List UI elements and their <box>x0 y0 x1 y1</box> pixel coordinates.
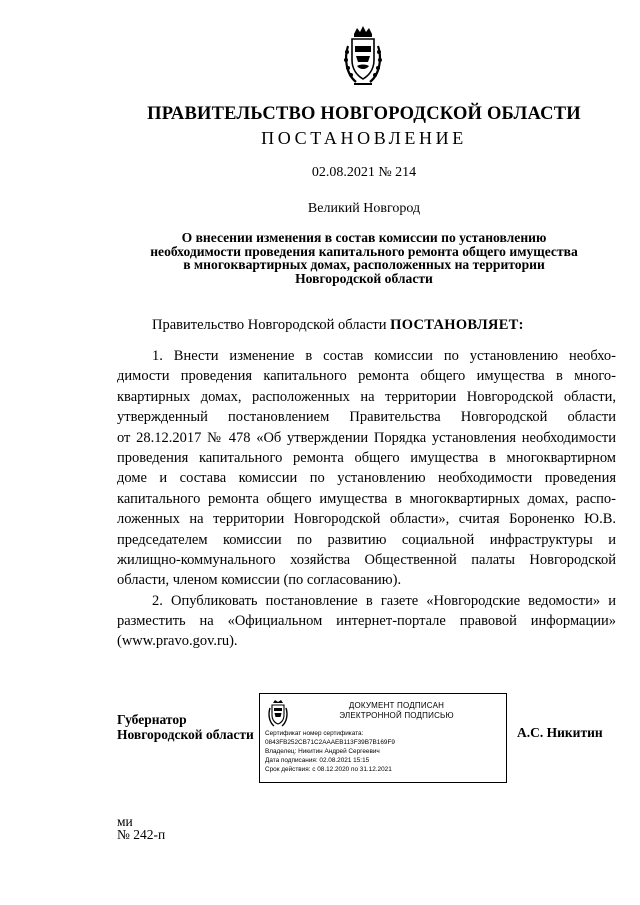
document-city: Великий Новгород <box>307 201 421 216</box>
stamp-title-line: ЭЛЕКТРОННОЙ ПОДПИСЬЮ <box>339 711 454 720</box>
government-title: ПРАВИТЕЛЬСТВО НОВГОРОДСКОЙ ОБЛАСТИ <box>147 104 581 124</box>
signatory-position-line: Новгородской области <box>117 727 254 742</box>
body-line: 1. Внести изменение в состав комиссии по установлению необхо- <box>152 348 616 364</box>
stamp-details <box>265 729 395 774</box>
body-line: (www.pravo.gov.ru). <box>117 633 238 650</box>
stamp-title-line: ДОКУМЕНТ ПОДПИСАН <box>348 701 445 710</box>
body-line: от 28.12.2017 № 478 «Об утверждении Порядка установления необходимости <box>117 429 616 446</box>
body-line: жилищно-коммунального хозяйства Общественной палаты Новгородской <box>117 551 616 568</box>
preamble-resolution: ПОСТАНОВЛЯЕТ: <box>390 317 524 333</box>
body-line: димости проведения капитального ремонта общего имущества в много- <box>117 368 616 385</box>
footer <box>117 815 165 841</box>
body-line: 2. Опубликовать постановление в газете «Новгородские ведомости» и <box>152 592 616 609</box>
subject-line: необходимости проведения капитального ремонта общего имущества <box>150 243 578 259</box>
body-line: проведения капитального ремонта общего имущества в многоквартирном <box>117 449 616 466</box>
preamble <box>152 317 524 334</box>
stamp-title <box>294 701 499 721</box>
body-line: разместить на «Официальном интернет-портале правовой информации» <box>117 613 616 630</box>
document-body <box>117 346 616 652</box>
body-line: области, членом комиссии (по согласованию). <box>117 572 402 589</box>
stamp-cert-label: Сертификат номер сертификата: <box>265 730 364 737</box>
coat-of-arms-icon <box>267 699 289 729</box>
footer-number: № 242-п <box>117 827 166 842</box>
body-line: капитального ремонта общего имущества в многоквартирных домах, распо- <box>117 490 616 507</box>
body-line: квартирных домах, расположенных на территории Новгородской области, <box>117 388 616 405</box>
stamp-owner: Владелец: Никитин Андрей Сергеевич <box>265 748 380 755</box>
coat-of-arms-icon <box>342 26 384 88</box>
body-line: утвержденный постановлением Правительства Новгородской области <box>117 409 616 426</box>
document-type: ПОСТАНОВЛЕНИЕ <box>261 128 467 148</box>
subject-line: в многоквартирных домах, расположенных на территории <box>183 257 545 273</box>
stamp-validity: Срок действия: с 08.12.2020 по 31.12.2021 <box>265 766 392 773</box>
document-subject <box>130 231 598 285</box>
stamp-signed-date: Дата подписания: 02.08.2021 15:15 <box>265 757 370 764</box>
body-line: доме и состава комиссии по установлению необходимости проведения <box>117 470 616 487</box>
subject-line: Новгородской области <box>295 270 433 286</box>
footer-initials: ми <box>117 814 133 829</box>
electronic-signature-stamp <box>259 693 507 783</box>
signatory-position-line: Губернатор <box>117 712 187 727</box>
body-line: ложенных на территории Новгородской области», считая Бороненко Ю.В. <box>117 511 616 528</box>
subject-line: О внесении изменения в состав комиссии по установлению <box>181 230 547 245</box>
document-date-number: 02.08.2021 № 214 <box>311 165 417 180</box>
stamp-cert-number: 0843FB252CB71C2AAAEB113F39B7B169F9 <box>265 739 395 746</box>
signatory-name: А.С. Никитин <box>517 725 603 740</box>
preamble-text: Правительство Новгородской области <box>152 317 387 333</box>
body-line: председателем комиссии по развитию социальной инфраструктуры и <box>117 531 616 548</box>
signatory-position <box>117 712 254 742</box>
